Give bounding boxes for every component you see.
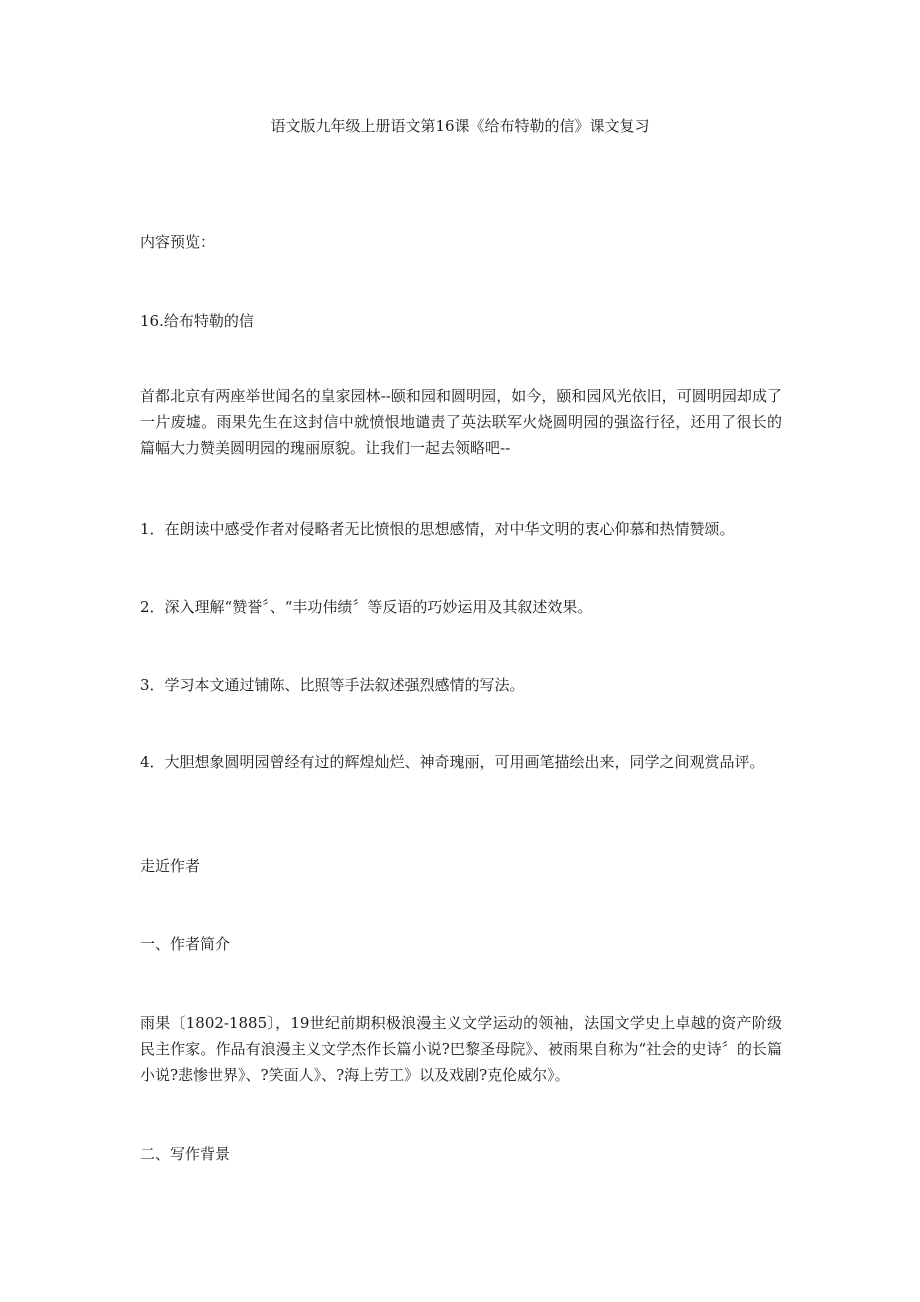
intro-paragraph: 首都北京有两座举世闻名的皇家园林--颐和园和圆明园，如今，颐和园风光依旧，可圆明园却成了一片废墟。雨果先生在这封信中就愤恨地谴责了英法联军火烧圆明园的强盗行径，还用了很长的篇幅大力赞美圆明园的瑰丽原貌。让我们一起去领略吧-- xyxy=(140,387,782,457)
section-author-intro: 一、作者简介 xyxy=(140,935,231,953)
author-bio-paragraph: 雨果〔1802-1885〕，19世纪前期积极浪漫主义文学运动的领袖，法国文学史上卓越的资产阶级民主作家。作品有浪漫主义文学杰作长篇小说?巴黎圣母院》、被雨果自称为“社会的史诗〞的长篇小说?悲惨世界》、?笑面人》、?海上劳工》以及戏剧?克伦威尔》。 xyxy=(140,1014,782,1084)
goal-item-1: 1．在朗读中感受作者对侵略者无比愤恨的思想感情，对中华文明的衷心仰慕和热情赞颂。 xyxy=(140,520,735,538)
document-title: 语文版九年级上册语文第16课《给布特勒的信》课文复习 xyxy=(270,117,650,135)
section-near-author: 走近作者 xyxy=(140,857,201,875)
preview-label: 内容预览： xyxy=(140,233,216,251)
goal-item-2: 2．深入理解“赞誉〞、“丰功伟绩〞等反语的巧妙运用及其叙述效果。 xyxy=(140,598,593,616)
goal-item-4: 4．大胆想象圆明园曾经有过的辉煌灿烂、神奇瑰丽，可用画笔描绘出来，同学之间观赏品评。 xyxy=(140,753,765,771)
goal-item-3: 3．学习本文通过铺陈、比照等手法叙述强烈感情的写法。 xyxy=(140,676,525,694)
lesson-heading: 16.给布特勒的信 xyxy=(140,312,254,330)
section-background: 二、写作背景 xyxy=(140,1145,231,1163)
